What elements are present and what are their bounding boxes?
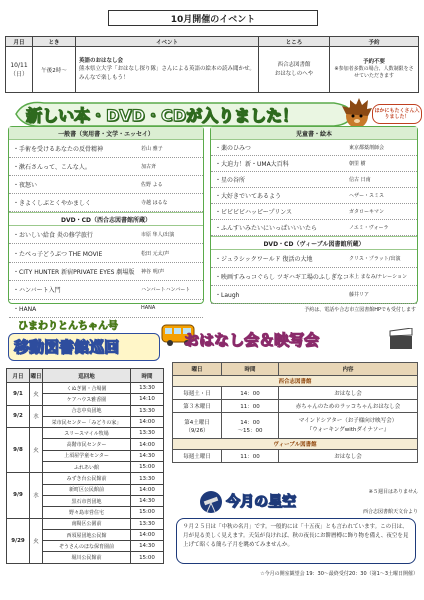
book-author: 寺越 はるな [141, 200, 168, 206]
ml-header-time: 時間 [131, 369, 164, 383]
book-list-item [211, 286, 417, 304]
book-list-item [9, 226, 203, 244]
book-title: ・ハンバート入門 [13, 287, 61, 295]
ml-time: 14:00 [131, 416, 164, 427]
ml-day: 水 [30, 405, 43, 428]
ml-place: 合志中央団地 [43, 405, 131, 416]
ml-place: 堀川公民館前 [43, 552, 131, 563]
children-books-box [210, 126, 418, 304]
book-title: ・ふんすいみたいにいっぱいいいたら [215, 225, 318, 232]
ml-time: 14:30 [131, 450, 164, 461]
ml-place: 新町区公民館前 [43, 484, 131, 495]
general-books-heading: 一般書（実用書・文学・エッセイ） [9, 127, 203, 140]
book-list-item [9, 176, 203, 194]
book-list-item [9, 158, 203, 176]
book-title: ・星の谷所 [215, 177, 246, 184]
book-author: 松田 元太/声 [141, 250, 170, 257]
ml-time: 13:30 [131, 383, 164, 394]
event-date-cell [6, 47, 33, 93]
events-header-time: とき [33, 37, 76, 47]
book-author: ハンバートハンバート [141, 287, 191, 294]
event-place: 西合志図書館 おはなしのへや [259, 47, 330, 93]
events-header-date: 月日 [6, 37, 33, 47]
event-time: 午後2時～ [33, 47, 76, 93]
book-author: HANA [141, 305, 156, 312]
book-title: ・きよくしぶとくやかましく [13, 200, 92, 207]
mobile-library-title: 移動図書館巡回 [14, 337, 120, 356]
ml-time: 14:30 [131, 541, 164, 552]
story-table [172, 362, 418, 463]
event-date: 10/11 [10, 61, 28, 69]
event-name: 英語のおはなし会 [79, 58, 124, 65]
ml-date: 9/1 [7, 383, 30, 406]
book-list-item [211, 204, 417, 220]
book-title: ・Laugh [215, 292, 240, 299]
dvd-general-heading: DVD・CD（西合志図書館所蔵） [9, 212, 203, 226]
sky-footer: ☆今月の開室観望会 19：30～最終受付20：30（第1～3土曜日開催） [260, 571, 418, 577]
book-list-item [211, 268, 417, 286]
ml-day: 火 [30, 428, 43, 473]
book-title: ・おいしい給食 炎の修学旅行 [13, 232, 93, 240]
mascot-speech-bubble: ほかにもたくさん入りました！ [372, 104, 422, 124]
ml-time: 15:00 [131, 552, 164, 563]
event-reserve-desc: ※参加者多数の場合、人数制限をさせていただきます [334, 66, 414, 80]
ml-time: 14:10 [131, 394, 164, 405]
book-title: ・薬のひみつ [215, 145, 251, 152]
event-day: （日） [9, 70, 28, 78]
book-author: ガタローキマン [349, 209, 385, 215]
book-title: ・たべっ子どうぶつ THE MOVIE [13, 250, 103, 258]
book-title: ・漱石さんって、こんな人。 [13, 164, 91, 171]
book-list-item [211, 188, 417, 204]
book-title: ・夜怒い [13, 182, 38, 189]
ml-time: 13:30 [131, 405, 164, 416]
ml-table-row [7, 428, 164, 439]
book-title: ・ジュラシックワールド 復活の大地 [215, 256, 313, 263]
book-author: 東京都薬剤師会 [349, 145, 385, 151]
ml-date: 9/2 [7, 405, 30, 428]
story-content: おはなし会 [279, 450, 418, 463]
telescope-icon [196, 490, 226, 514]
book-list-item [9, 244, 203, 262]
book-author: ノエミ・ヴォーラ [349, 225, 389, 231]
ml-place: 野々島市営住宅 [43, 507, 131, 518]
ml-place: 栄市民センター「みどりの家」 [43, 416, 131, 427]
book-title: ・CITY HUNTER 新宿PRIVATE EYES 劇場版 [13, 268, 135, 276]
book-list-item [9, 300, 203, 318]
ml-time: 14:30 [131, 495, 164, 506]
book-list-item [211, 156, 417, 172]
ml-time: 15:00 [131, 462, 164, 473]
ml-place: 南陽区公園前 [43, 518, 131, 529]
book-list-item [211, 140, 417, 156]
story-header-time: 時間 [222, 363, 279, 376]
mobile-library-subtitle: ひまわりとんちゃん号 [18, 320, 118, 332]
book-author: 神谷 明/声 [141, 268, 165, 275]
children-books-list [211, 140, 417, 236]
book-title: ・ビビビビハッピープリンス [215, 209, 293, 216]
story-day: 第4土曜日 （9/26） [173, 413, 222, 439]
ml-place: 西須屋団地公民館 [43, 529, 131, 540]
ml-day: 火 [30, 383, 43, 406]
ml-day: 火 [30, 518, 43, 563]
story-time: 11：00 [222, 400, 279, 413]
story-section-nishigoshi: 西合志図書館 [173, 376, 418, 387]
dvd-children-heading: DVD・CD（ヴィーブル図書館所蔵） [211, 236, 417, 250]
ml-date: 9/8 [7, 428, 30, 473]
reservation-note: 予約は、電話や合志市立図書館HPでも受付します [304, 307, 416, 313]
ml-time: 13:30 [131, 428, 164, 439]
new-books-title: 新しい本・DVD・CDが入りました！ [26, 105, 298, 125]
events-title: 10月開催のイベント [108, 10, 318, 26]
event-desc: 熊本県立大学「おはなし探り隊」さんによる英語の絵本の読み聞かせ。みんなで楽しもう！ [79, 66, 255, 81]
story-row [173, 450, 418, 463]
book-author: ヘザー・スミス [349, 193, 385, 199]
book-list-item [9, 140, 203, 158]
story-row [173, 387, 418, 400]
ml-table-row [7, 383, 164, 394]
book-author: 朝里 樹 [349, 161, 366, 167]
book-list-item [211, 250, 417, 268]
story-time: 14：00 ～15：00 [222, 413, 279, 439]
ml-place: 上須屋学童センター [43, 450, 131, 461]
events-header-place: ところ [259, 37, 330, 47]
ml-time: 14:00 [131, 484, 164, 495]
book-author: 市原 隼人/出演 [141, 232, 175, 239]
story-note: ※５週目はありません [368, 489, 418, 495]
book-title: ・大迫力！新・UMA大百科 [215, 161, 289, 168]
story-header-day: 曜日 [173, 363, 222, 376]
book-list-item [9, 194, 203, 212]
children-books-heading: 児童書・絵本 [211, 127, 417, 140]
book-author: 佐野 よる [141, 182, 163, 188]
mobile-library-table [6, 368, 164, 564]
story-content: 赤ちゃんのためのラッコちゃんおはなし会 [279, 400, 418, 413]
story-time: 11：00 [222, 450, 279, 463]
events-header-reserve: 予約 [330, 37, 419, 47]
ml-table-row [7, 405, 164, 416]
ml-table-row [7, 518, 164, 529]
event-detail-cell [76, 47, 259, 93]
book-author: 藤井リア [349, 292, 370, 298]
book-title: ・大好きでいてあるよう [215, 193, 282, 200]
event-reserve-cell [330, 47, 419, 93]
ml-place: くぬぎ園・合場園 [43, 383, 131, 394]
events-table [5, 36, 419, 93]
story-day: 毎週土・日 [173, 387, 222, 400]
general-books-list [9, 140, 203, 212]
sky-title: 今月の星空 [226, 494, 296, 510]
ml-place: ぞうさんのほな保育園前 [43, 541, 131, 552]
ml-place: みずき台公民館前 [43, 473, 131, 484]
ml-place: 高階市民センター [43, 439, 131, 450]
ml-date: 9/29 [7, 518, 30, 563]
story-title: おはなし会＆映写会 [184, 330, 320, 349]
book-title: ・HANA [13, 305, 37, 313]
ml-time: 13:30 [131, 518, 164, 529]
book-title: ・映画すみっコぐらし ツギハギ工場のふしぎなコ [215, 274, 349, 281]
ml-place: スリースマイル牧場 [43, 428, 131, 439]
ml-table-row [7, 473, 164, 484]
story-day: 第３木曜日 [173, 400, 222, 413]
book-list-item [9, 263, 203, 281]
ml-place: ケアハウス雅香園 [43, 394, 131, 405]
book-author: 信古 日南 [349, 177, 371, 183]
ml-header-day: 曜日 [30, 369, 43, 383]
story-content: マインドシアター（お子様向け映写会） 『ウォーキングwithダイナソー』 [279, 413, 418, 439]
book-author: 加古斉 [141, 164, 157, 170]
events-header-event: イベント [76, 37, 259, 47]
sky-location: 西合志図書館天文台より [362, 509, 418, 515]
book-author: 若山 雅子 [141, 146, 163, 152]
story-row [173, 400, 418, 413]
story-section-viable: ヴィーブル図書館 [173, 439, 418, 450]
book-author: 本上 まなみ/ナレーション [349, 274, 407, 280]
book-title: ・手術を受けるあなたの反骨精神 [13, 146, 104, 153]
story-time: 14：00 [222, 387, 279, 400]
ml-header-date: 月日 [7, 369, 30, 383]
ml-day: 水 [30, 473, 43, 518]
book-author: クリス・プラット/出演 [349, 256, 401, 262]
ml-date: 9/9 [7, 473, 30, 518]
ml-time: 13:30 [131, 473, 164, 484]
story-row [173, 413, 418, 439]
ml-time: 14:00 [131, 529, 164, 540]
general-books-box [8, 126, 204, 313]
book-list-item [211, 172, 417, 188]
event-reserve-title: 予約不要 [362, 58, 385, 65]
ml-place: ふれあい館 [43, 462, 131, 473]
book-list-item [211, 220, 417, 236]
dvd-general-list [9, 226, 203, 318]
ml-place: 黒石市営団地 [43, 495, 131, 506]
story-content: おはなし会 [279, 387, 418, 400]
sky-description: ９月２５日は「中秋の名月」です。一般的には「十五夜」とも言われています。この日は、月が見る美しく見えます。天気が良ければ、秋の夜長にお餅暦樽に飾り物を備え、夜空を見上げて昭くる簡ら子月を眺めてみませんか。 [176, 518, 416, 564]
clapperboard-icon [388, 328, 414, 350]
ml-time: 15:00 [131, 507, 164, 518]
ml-header-place: 巡回地 [43, 369, 131, 383]
dvd-children-list [211, 250, 417, 304]
story-day: 毎週土曜日 [173, 450, 222, 463]
book-list-item [9, 281, 203, 299]
ml-time: 14:00 [131, 439, 164, 450]
story-header-content: 内容 [279, 363, 418, 376]
